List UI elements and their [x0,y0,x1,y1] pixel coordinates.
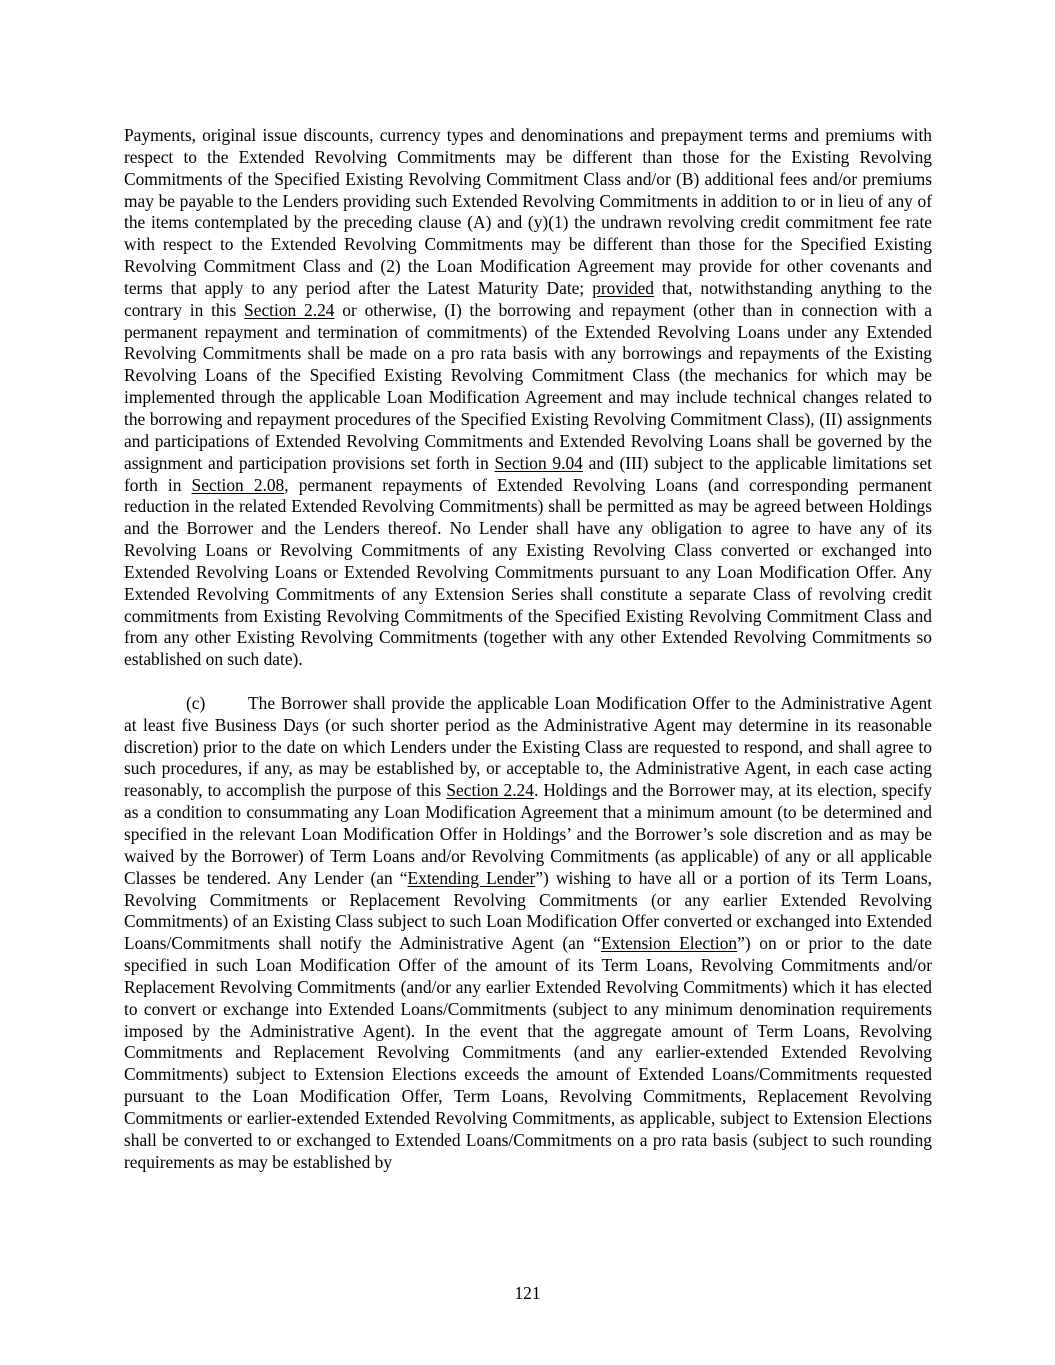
defined-term-reference: provided [592,277,655,298]
paragraph-b-continuation [124,125,932,671]
defined-term-reference: Section 9.04 [494,452,583,473]
text-run: Payments, original issue discounts, currency types and denominations and prepayment terms and premiums with respect to the Extended Revolving Commitments may be different than those for the Existing Revolving Commitments of the Specified Existing Revolving Commitment Class and/or (B) additional fees and/or premiums may be payable to the Lenders providing such Extended Revolving Commitments in addition to or in lieu of any of the items contemplated by the preceding clause (A) and (y)(1) the undrawn revolving credit commitment fee rate with respect to the Extended Revolving Commitments may be different than those for the Specified Existing Revolving Commitment Class and (2) the Loan Modification Agreement may provide for other covenants and terms that apply to any period after the Latest Maturity Date; [124,125,932,298]
text-run: . Holdings and the Borrower may, at its election, specify as a condition to consummating any Loan Modification Agreement that a minimum amount (to be determined and specified in the relevant Loan Modification Offer in Holdings’ and the Borrower’s sole discretion and as may be waived by the Borrower) of Term Loans and/or Revolving Commitments (as applicable) of any or all applicable Classes be tendered. Any Lender (an “ [124,780,932,888]
defined-term-reference: Section 2.24 [446,780,534,801]
paragraph-c-marker: (c) [186,692,206,713]
text-run: The Borrower shall provide the applicable Loan Modification Offer to the Administrative Agent at least five Business Days (or such shorter period as the Administrative Agent may determine in its reasonable discretion) prior to the date on which Lenders under the Existing Class are requested to respond, and shall agree to such procedures, if any, as may be established by, or acceptable to, the Administrative Agent, in each case acting reasonably, to accomplish the purpose of this [124,692,932,801]
defined-term-reference: Section 2.24 [244,299,335,320]
text-run: and (III) subject to the applicable limitations set forth in [124,452,933,495]
text-run: that, notwithstanding anything to the contrary in this [124,277,932,320]
text-run: , permanent repayments of Extended Revolving Loans (and corresponding permanent reduction in the related Extended Revolving Commitments) shall be permitted as may be agreed between Holdings and the Borrower and the Lenders thereof. No Lender shall have any obligation to agree to have any of its Revolving Loans or Revolving Commitments of any Existing Revolving Class converted or exchanged into Extended Revolving Loans or Extended Revolving Commitments pursuant to any Loan Modification Offer. Any Extended Revolving Commitments of any Extension Series shall constitute a separate Class of revolving credit commitments from Existing Revolving Commitments of the Specified Existing Revolving Commitment Class and from any other Existing Revolving Commitments (together with any other Extended Revolving Commitments so established on such date). [124,474,932,670]
text-run: ”) wishing to have all or a portion of its Term Loans, Revolving Commitments or Replacement Revolving Commitments (or any earlier Extended Revolving Commitments) of an Existing Class subject to such Loan Modification Offer converted or exchanged into Extended Loans/Commitments shall notify the Administrative Agent (an “ [124,867,932,954]
paragraph-c [124,693,932,1174]
text-run: ”) on or prior to the date specified in such Loan Modification Offer of the amount of its Term Loans, Revolving Commitments and/or Replacement Revolving Commitments (and/or any earlier Extended Revolving Commitments) which it has elected to convert or exchange into Extended Loans/Commitments (subject to any minimum denomination requirements imposed by the Administrative Agent). In the event that the aggregate amount of Term Loans, Revolving Commitments and Replacement Revolving Commitments (and any earlier-extended Extended Revolving Commitments) subject to Extension Elections exceeds the amount of Extended Loans/Commitments requested pursuant to the Loan Modification Offer, Term Loans, Revolving Commitments, Replacement Revolving Commitments or earlier-extended Extended Revolving Commitments, as applicable, subject to Extension Elections shall be converted to or exchanged to Extended Loans/Commitments on a pro rata basis (subject to such rounding requirements as may be established by [124,933,933,1172]
defined-term-reference: Extending Lender [407,867,536,888]
body-text [124,125,932,1174]
text-run: or otherwise, (I) the borrowing and repayment (other than in connection with a permanent repayment and termination of commitments) of the Extended Revolving Loans under any Extended Revolving Commitments shall be made on a pro rata basis with any borrowings and repayments of the Existing Revolving Loans of the Specified Existing Revolving Commitment Class (the mechanics for which may be implemented through the applicable Loan Modification Agreement and may include technical changes related to the borrowing and repayment procedures of the Specified Existing Revolving Commitment Class), (II) assignments and participations of Extended Revolving Commitments and Extended Revolving Loans shall be governed by the assignment and participation provisions set forth in [124,299,932,473]
defined-term-reference: Section 2.08 [191,474,285,495]
defined-term-reference: Extension Election [600,933,738,954]
page-number: 121 [514,1283,541,1303]
